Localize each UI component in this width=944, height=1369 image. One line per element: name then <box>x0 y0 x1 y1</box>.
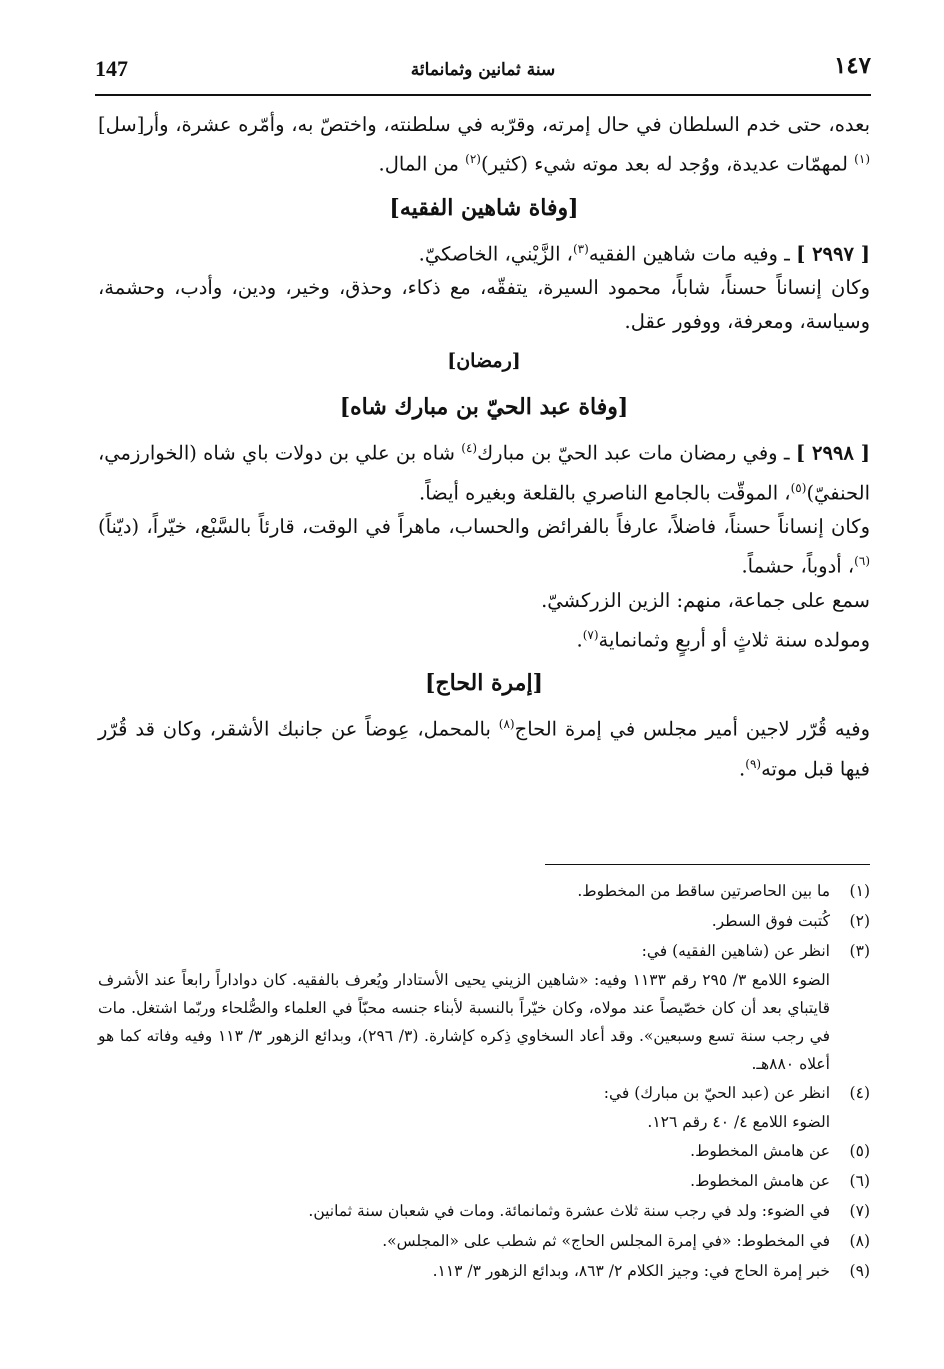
footnote-ref-7: (٧) <box>582 627 599 642</box>
footnote-text: كُتبت فوق السطر. <box>711 912 830 930</box>
footnote-6 <box>98 1166 870 1196</box>
footnotes <box>98 876 870 1286</box>
footnote-number: (٦) <box>849 1172 870 1190</box>
footnote-3 <box>98 936 870 1078</box>
footnote-ref-5: (٥) <box>790 480 807 495</box>
footnote-divider <box>545 864 870 865</box>
footnote-number: (٣) <box>849 942 870 960</box>
footnote-source: الضوء اللامع ٤/ ٤٠ رقم ١٢٦. <box>647 1113 830 1131</box>
footnote-text: في المخطوط: «في إمرة المجلس الحاج» ثم شطب على «المجلس». <box>382 1232 830 1250</box>
footnote-ref-9: (٩) <box>745 756 762 771</box>
footnote-2 <box>98 906 870 936</box>
footnote-ref-4: (٤) <box>461 441 478 455</box>
entry-2997-text-b: ، الزَّيْني، الخاصكيّ. <box>418 242 573 265</box>
entry-2998 <box>98 431 870 510</box>
heading-abd-al-hayy: [وفاة عبد الحيّ بن مبارك شاه] <box>339 394 629 420</box>
footnote-number: (١) <box>849 882 870 900</box>
entry-2998-text-a: ـ وفي رمضان مات عبد الحيّ بن مبارك <box>477 441 796 465</box>
footnote-number: (٧) <box>849 1202 870 1220</box>
footnote-number: (٩) <box>849 1262 870 1280</box>
footnote-number: (٥) <box>849 1142 870 1160</box>
footnote-number: (٤) <box>849 1084 870 1102</box>
footnote-source: الضوء اللامع ٣/ ٢٩٥ رقم ١١٣٣ وفيه: «شاهين الزيني يحيى الأستادار ويُعرف بالفقيه. كان دواداراً رابعاً عند الأشرف قايتباي بعد أن كان خصّيصاً عند مولاه، وكان خيّراً بالنسبة لأبناء جنسه محبّاً في العلماء والصُّلحاء وربّما اشتغل. مات في رجب سنة تسع وسبعين». وقد أعاد السخاوي ذِكره كإشارة. (٣/ ٢٩٦)، وبدائع الزهور ٣/ ١١٣ وفيه وفاته كما هو أعلاه ٨٨٠هـ. <box>98 971 831 1073</box>
footnote-text: انظر عن (عبد الحيّ بن مبارك) في: <box>603 1084 830 1102</box>
entry-2997 <box>98 232 870 272</box>
hajj-text-c: . <box>739 757 746 780</box>
footnote-text: في الضوء: ولد في رجب سنة ثلاث عشرة وثمانمائة. ومات في شعبان سنة ثمانين. <box>308 1202 830 1220</box>
intro-line-2c: من المال. <box>378 152 466 176</box>
hajj-text-b: بالمحمل، عِوضاً عن جانبك الأشقر، وكان قد قُرّر فيها قبل موته <box>98 717 870 780</box>
hajj-paragraph <box>98 707 870 786</box>
footnote-9 <box>98 1256 870 1286</box>
footnote-ref-3: (٣) <box>572 241 589 256</box>
footnote-ref-2: (٢) <box>465 152 481 166</box>
intro-line-2a: وأر[سل] <box>98 113 169 136</box>
heading-shahin: [وفاة شاهين الفقيه] <box>389 194 579 221</box>
footnote-text: ما بين الحاصرتين ساقط من المخطوط. <box>577 882 830 900</box>
entry-number-2998: [ ٢٩٩٨ ] <box>795 441 870 465</box>
footnote-text: خبر إمرة الحاج في: وجيز الكلام ٢/ ٨٦٣، وبدائع الزهور ٣/ ١١٣. <box>432 1262 830 1280</box>
running-title: سنة ثمانين وثمانمائة <box>410 60 556 80</box>
heading-ramadan: [رمضان] <box>447 350 521 372</box>
footnote-text: انظر عن (شاهين الفقيه) في: <box>641 942 830 960</box>
footnote-7 <box>98 1196 870 1226</box>
footnote-1 <box>98 876 870 906</box>
entry-2998-birth-a: ومولده سنة ثلاثٍ أو أربعٍ وثمانماية <box>598 628 870 651</box>
intro-paragraph <box>98 108 870 182</box>
footnote-8 <box>98 1226 870 1256</box>
entry-2998-text-b: شاه بن علي بن دولات باي شاه (الخوارزمي، الحنفيّ) <box>98 441 870 504</box>
footnote-5 <box>98 1136 870 1166</box>
footnote-ref-8: (٨) <box>498 717 515 731</box>
main-text <box>98 108 870 786</box>
entry-2997-description: وكان إنساناً حسناً، شاباً، محمود السيرة، يتفقّه، مع ذكاء، وحذق، وخير، ودين، وأدب، وحشمة، وسياسة، ومعرفة، ووفور عقل. <box>98 276 870 333</box>
entry-2997-text-a: ـ وفيه مات شاهين الفقيه <box>588 242 797 265</box>
page-header <box>95 50 871 96</box>
intro-line-1: بعده، حتى خدم السلطان في حال إمرته، وقرّبه في سلطنته، واختصّ به، وأمّره عشرة، <box>175 113 870 136</box>
footnote-text: عن هامش المخطوط. <box>690 1142 830 1160</box>
page-number-arabic: ١٤٧ <box>833 52 871 79</box>
entry-2998-desc-b: ، أدوباً، حشماً. <box>741 554 855 578</box>
entry-2998-birth-b: . <box>576 628 583 651</box>
entry-2998-teachers: سمع على جماعة، منهم: الزين الزركشيّ. <box>541 588 870 612</box>
footnote-4 <box>98 1078 870 1136</box>
footnote-number: (٢) <box>849 912 870 930</box>
footnote-number: (٨) <box>849 1232 870 1250</box>
page-number-latin: 147 <box>95 56 128 81</box>
intro-line-2b: لمهمّات عديدة، ووُجد له بعد موته شيء (كثير) <box>480 152 855 176</box>
entry-number-2997: [ ٢٩٩٧ ] <box>796 242 870 265</box>
heading-hajj: [إمرة الحاج] <box>425 670 543 696</box>
entry-2998-text-c: ، الموقّت بالجامع الناصري بالقلعة وبغيره أيضاً. <box>419 481 791 504</box>
hajj-text-a: وفيه قُرّر لاجين أمير مجلس في إمرة الحاج <box>514 717 870 741</box>
entry-2998-description <box>98 510 870 584</box>
entry-2998-birth <box>98 618 870 658</box>
footnote-ref-6: (٦) <box>854 554 870 568</box>
footnote-ref-1: (١) <box>854 152 870 166</box>
footnote-text: عن هامش المخطوط. <box>690 1172 830 1190</box>
entry-2998-desc-a: وكان إنساناً حسناً، فاضلاً، عارفاً بالفرائض والحساب، ماهراً في الوقت، قارئاً بالسَّبْع، خيّراً، (ديّناً) <box>98 515 870 538</box>
